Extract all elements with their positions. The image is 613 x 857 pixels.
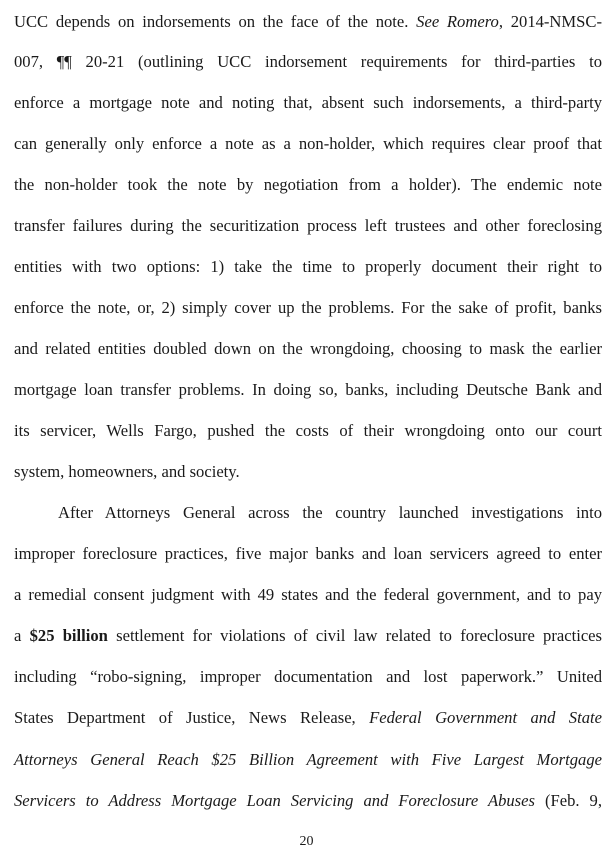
text-segment: (Feb. 9, (534, 791, 602, 810)
text-segment: and related entities doubled down on the wrongdoing, choosing to mask the earlier (14, 339, 602, 358)
text-segment: See Romero (416, 12, 499, 31)
text-segment: the non-holder took the note by negotiation from a holder). The endemic note (14, 175, 602, 194)
text-line (14, 626, 602, 646)
text-segment: , 2014-NMSC- (498, 12, 602, 31)
text-line (14, 708, 602, 728)
text-segment: its servicer, Wells Fargo, pushed the costs of their wrongdoing onto our court (14, 421, 602, 440)
text-line (14, 544, 602, 564)
text-segment: States Department of Justice, News Release, (14, 708, 370, 727)
text-line (14, 257, 602, 277)
text-segment: enforce the note, or, 2) simply cover up the problems. For the sake of profit, banks (14, 298, 602, 317)
text-segment: UCC depends on indorsements on the face of the note. (14, 12, 417, 31)
text-segment: mortgage loan transfer problems. In doing so, banks, including Deutsche Bank and (14, 380, 602, 399)
text-line (14, 134, 602, 154)
text-line (14, 585, 602, 605)
text-line (14, 667, 602, 687)
text-line (14, 750, 602, 770)
text-line (14, 791, 602, 811)
text-segment: enforce a mortgage note and noting that, absent such indorsements, a third-party (14, 93, 602, 112)
text-line (14, 52, 602, 72)
text-segment: After Attorneys General across the country launched investigations into (58, 503, 602, 522)
text-segment: system, homeowners, and society. (14, 462, 240, 481)
text-line (14, 380, 602, 400)
page-number: 20 (299, 834, 314, 849)
text-line (14, 175, 602, 195)
text-segment: entities with two options: 1) take the time to properly document their right to (14, 257, 602, 276)
text-segment: Servicers to Address Mortgage Loan Servicing and Foreclosure Abuses (14, 791, 535, 810)
text-line (14, 339, 602, 359)
text-line (58, 503, 602, 523)
text-segment: improper foreclosure practices, five major banks and loan servicers agreed to enter (14, 544, 602, 563)
text-segment: settlement for violations of civil law related to foreclosure practices (107, 626, 603, 645)
text-segment: a (14, 626, 30, 645)
text-segment: a remedial consent judgment with 49 states and the federal government, and to pay (14, 585, 602, 604)
text-segment: $25 billion (29, 626, 108, 645)
text-line (14, 93, 602, 113)
text-line (14, 12, 602, 32)
text-segment: can generally only enforce a note as a non-holder, which requires clear proof that (14, 134, 602, 153)
text-line (14, 216, 602, 236)
text-segment: transfer failures during the securitization process left trustees and other foreclosing (14, 216, 602, 235)
text-line (14, 462, 602, 482)
text-segment: Federal Government and State (369, 708, 602, 727)
text-line (14, 421, 602, 441)
text-segment: 007, ¶¶ 20-21 (outlining UCC indorsement requirements for third-parties to (14, 52, 602, 71)
text-segment: including “robo-signing, improper documentation and lost paperwork.” United (14, 667, 602, 686)
text-line (14, 298, 602, 318)
text-segment: Attorneys General Reach $25 Billion Agreement with Five Largest Mortgage (14, 750, 602, 769)
